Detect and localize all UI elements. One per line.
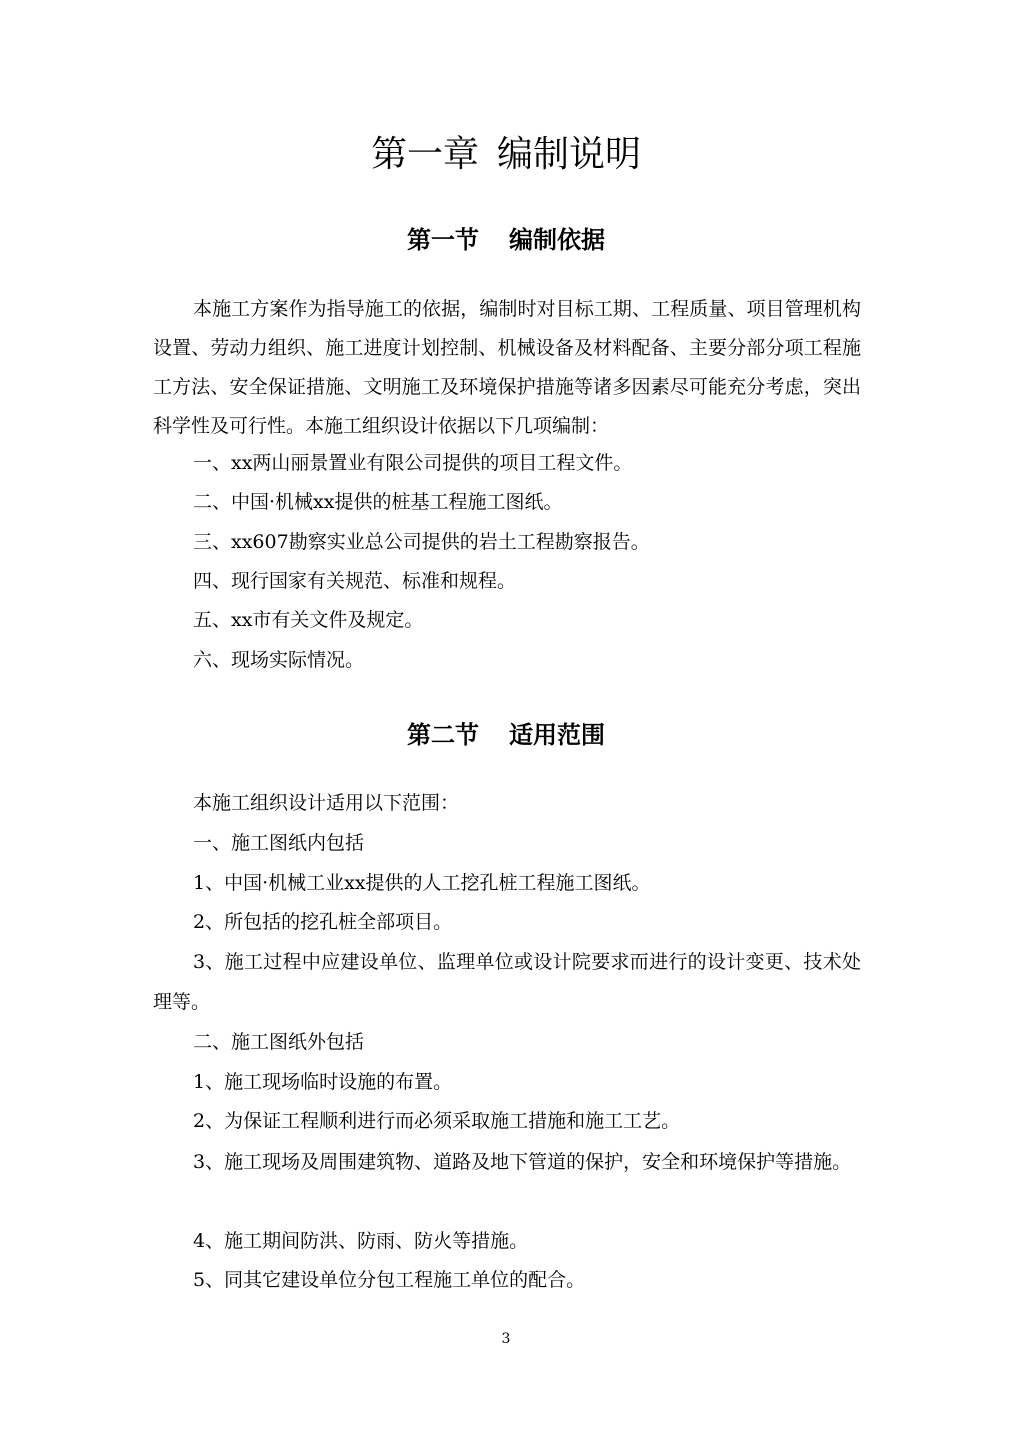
section-1-intro-paragraph: 本施工方案作为指导施工的依据，编制时对目标工期、工程质量、项目管理机构设置、劳动力组织、施工进度计划控制、机械设备及材料配备、主要分部分项工程施工方法、安全保证措施、文明施工及环境保护措施等诸多因素尽可能充分考虑，突出科学性及可行性。本施工组织设计依据以下几项编制： (153, 298, 861, 437)
section-1-label: 第一节 (407, 226, 479, 254)
section-2-title (0, 717, 1012, 753)
basis-item-6: 六、现场实际情况。 (193, 649, 365, 671)
chapter-label: 第一章 (370, 134, 479, 175)
scope-group-1-item-1: 1、中国·机械工业xx提供的人工挖孔桩工程施工图纸。 (193, 872, 651, 894)
page-number: 3 (501, 1331, 511, 1347)
basis-item-1: 一、xx两山丽景置业有限公司提供的项目工程文件。 (193, 452, 633, 474)
basis-item-3: 三、xx607勘察实业总公司提供的岩土工程勘察报告。 (193, 531, 650, 553)
section-2-intro: 本施工组织设计适用以下范围： (193, 792, 460, 814)
chapter-name: 编制说明 (497, 134, 642, 175)
basis-item-2: 二、中国·机械xx提供的桩基工程施工图纸。 (193, 491, 563, 513)
section-2-label: 第二节 (407, 721, 479, 749)
chapter-title (0, 130, 1012, 180)
scope-group-2-item-4: 4、施工期间防洪、防雨、防火等措施。 (193, 1230, 529, 1252)
scope-group-2-item-2: 2、为保证工程顺利进行而必须采取施工措施和施工工艺。 (193, 1110, 681, 1132)
scope-group-2-item-5: 5、同其它建设单位分包工程施工单位的配合。 (193, 1269, 586, 1291)
scope-group-1-heading: 一、施工图纸内包括 (193, 832, 365, 854)
scope-group-2-item-1: 1、施工现场临时设施的布置。 (193, 1071, 453, 1093)
basis-item-4: 四、现行国家有关规范、标准和规程。 (193, 570, 517, 592)
scope-group-1-item-3: 3、施工过程中应建设单位、监理单位或设计院要求而进行的设计变更、技术处理等。 (153, 951, 861, 1013)
scope-group-1-item-2: 2、所包括的挖孔桩全部项目。 (193, 911, 453, 933)
scope-group-2-heading: 二、施工图纸外包括 (193, 1031, 365, 1053)
section-1-name: 编制依据 (509, 226, 605, 254)
section-1-title (0, 222, 1012, 258)
section-2-name: 适用范围 (509, 721, 605, 749)
scope-group-2-item-3: 3、施工现场及周围建筑物、道路及地下管道的保护，安全和环境保护等措施。 (193, 1151, 852, 1173)
basis-item-5: 五、xx市有关文件及规定。 (193, 609, 424, 631)
